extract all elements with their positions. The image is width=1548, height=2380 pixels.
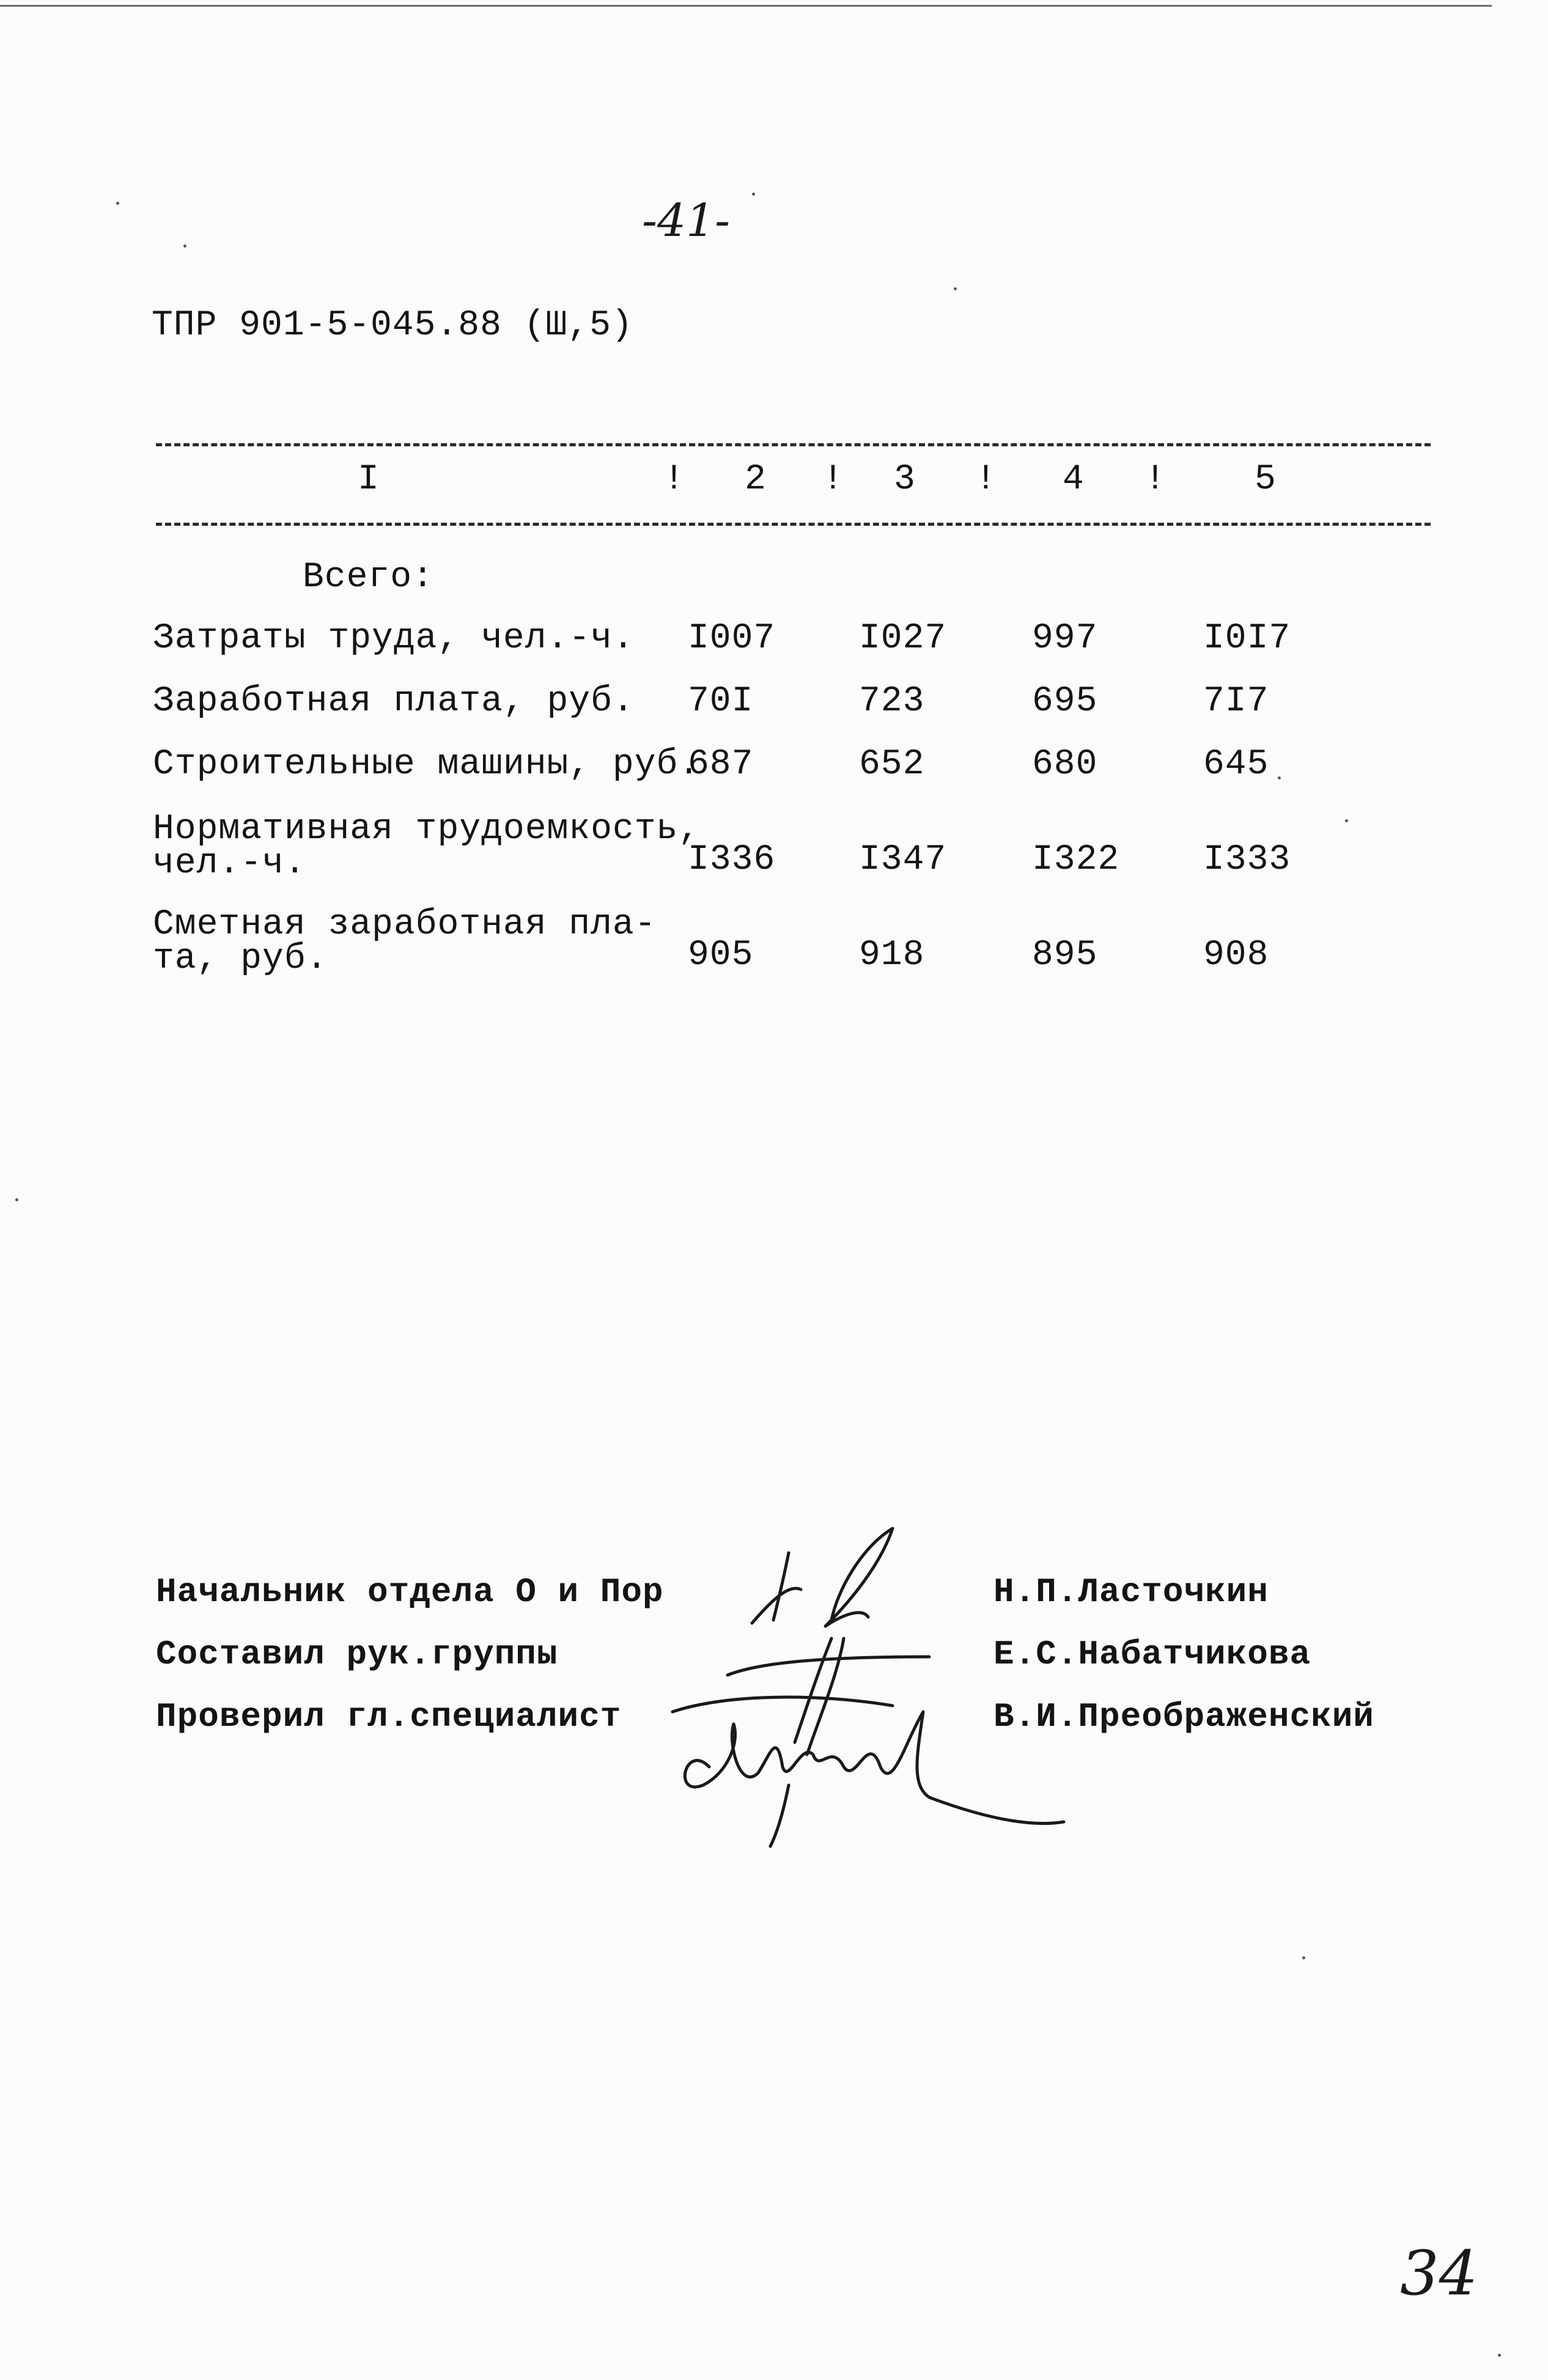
row-value-col2: 687 xyxy=(688,745,754,784)
handwritten-page-number: -41- xyxy=(642,194,731,247)
row-label-line-2: та, руб. xyxy=(153,939,328,979)
row-value-col5: I333 xyxy=(1203,840,1291,880)
signatory-name: В.И.Преображенский xyxy=(993,1697,1374,1736)
scan-speck xyxy=(1278,776,1281,779)
row-value-col4: I322 xyxy=(1032,840,1120,880)
scan-speck xyxy=(1302,1956,1305,1959)
row-value-col2: I336 xyxy=(688,840,776,880)
section-title: Всего: xyxy=(303,558,434,597)
signatory-title: Составил рук.группы xyxy=(156,1635,558,1674)
scan-speck xyxy=(1498,2354,1501,2357)
row-value-col5: 908 xyxy=(1203,935,1269,975)
scan-speck xyxy=(15,1198,18,1201)
table-header-bottom-rule xyxy=(156,523,1431,526)
signatory-title: Проверил гл.специалист xyxy=(156,1697,622,1736)
row-value-col4: 680 xyxy=(1032,745,1098,784)
column-separator: ! xyxy=(975,460,997,499)
column-header-1: I xyxy=(358,460,380,499)
column-separator: ! xyxy=(1144,460,1167,499)
row-label: Заработная плата, руб. xyxy=(153,682,635,721)
row-label-line-2: чел.-ч. xyxy=(153,844,306,883)
signatory-name: Е.С.Набатчикова xyxy=(993,1635,1311,1674)
row-value-col2: 905 xyxy=(688,935,754,975)
column-header-4: 4 xyxy=(1063,460,1085,499)
signatory-title: Начальник отдела О и Пор xyxy=(156,1572,664,1612)
row-label: Затраты труда, чел.-ч. xyxy=(153,619,635,658)
column-header-5: 5 xyxy=(1255,460,1277,499)
signatory-name: Н.П.Ласточкин xyxy=(993,1572,1269,1612)
row-value-col4: 895 xyxy=(1032,935,1098,975)
scan-speck xyxy=(752,193,755,196)
row-value-col5: I0I7 xyxy=(1203,619,1291,658)
row-value-col3: I027 xyxy=(859,619,947,658)
column-header-2: 2 xyxy=(745,460,767,499)
row-value-col5: 7I7 xyxy=(1203,682,1269,721)
document-code: ТПР 901-5-045.88 (Ш,5) xyxy=(152,306,633,345)
column-separator: ! xyxy=(822,460,844,499)
row-label-line-1: Сметная заработная пла- xyxy=(153,905,657,945)
row-value-col4: 695 xyxy=(1032,682,1098,721)
column-separator: ! xyxy=(663,460,685,499)
row-value-col4: 997 xyxy=(1032,619,1098,658)
column-header-3: 3 xyxy=(894,460,916,499)
scan-speck xyxy=(116,202,119,205)
row-label: Строительные машины, руб. xyxy=(153,745,701,784)
row-value-col3: 652 xyxy=(859,745,925,784)
scan-speck xyxy=(1345,819,1348,822)
row-value-col3: 918 xyxy=(859,935,925,975)
row-value-col3: I347 xyxy=(859,840,947,880)
row-value-col5: 645 xyxy=(1203,745,1269,784)
row-value-col2: 70I xyxy=(688,682,754,721)
row-label-line-1: Нормативная трудоемкость, xyxy=(153,809,701,849)
handwritten-signatures xyxy=(636,1510,1076,1852)
scan-speck xyxy=(183,245,186,248)
table-top-rule xyxy=(156,443,1431,446)
scan-speck xyxy=(954,287,957,290)
row-value-col2: I007 xyxy=(688,619,776,658)
row-value-col3: 723 xyxy=(859,682,925,721)
top-edge-line xyxy=(0,5,1492,7)
handwritten-sheet-number: 34 xyxy=(1400,2238,1478,2309)
